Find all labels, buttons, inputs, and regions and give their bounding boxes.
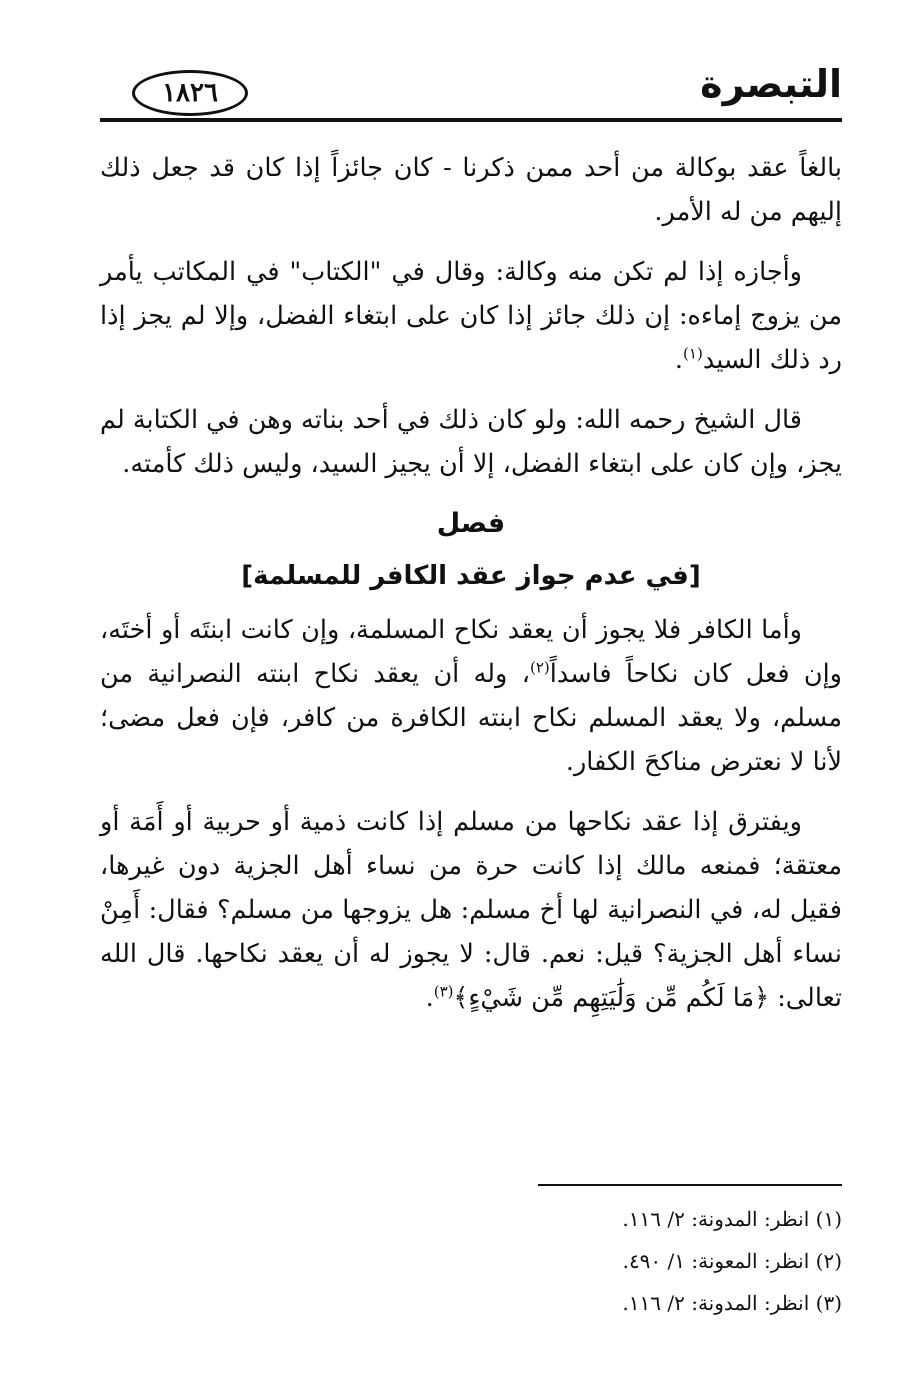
paragraph-4-text-a: وأما الكافر فلا يجوز أن يعقد نكاح المسلمة، وإن كانت ابنتَه أو أختَه، وإن فعل كان نكاحاً فاسداً [100, 615, 842, 689]
paragraph-1-text: بالغاً عقد بوكالة من أحد ممن ذكرنا - كان جائزاً إذا كان قد جعل ذلك إليهم من له الأمر. [100, 153, 842, 227]
footnotes [100, 1200, 842, 1326]
paragraph-5-text: ويفترق إذا عقد نكاحها من مسلم إذا كانت ذمية أو حربية أو أَمَة أو معتقة؛ فمنعه مالك إذا كانت حرة من نساء أهل الجزية دون غيرها، فقيل له، في النصرانية لها أخ مسلم: هل يزوجها من مسلم؟ فقال: أَمِنْ نساء أهل الجزية؟ قيل: نعم. قال: لا يجوز له أن يعقد نكاحها. قال الله تعالى: ﴿مَا لَكُم مِّن وَلَٰيَتِهِم مِّن شَيْءٍ﴾ [100, 807, 842, 1013]
main-text [100, 146, 842, 1036]
page-number: ١٨٢٦ [132, 70, 248, 116]
paragraph-4 [100, 608, 842, 784]
paragraph-2 [100, 250, 842, 382]
paragraph-1 [100, 146, 842, 234]
paragraph-5-end: . [425, 983, 434, 1013]
page-header [100, 52, 842, 120]
paragraph-4-text-b: ، وله أن يعقد نكاح ابنته النصرانية من مسلم، ولا يعقد المسلم نكاح ابنته الكافرة من كافر، فإن فعل مضى؛ لأنا لا نعترض مناكحَ الكفار. [100, 659, 842, 777]
header-divider [100, 118, 842, 122]
footnote-ref-1[interactable]: (١) [683, 344, 703, 363]
paragraph-3 [100, 398, 842, 486]
paragraph-2-text: وأجازه إذا لم تكن منه وكالة: وقال في "الكتاب" في المكاتب يأمر من يزوج إماءه: إن ذلك جائز إذا كان على ابتغاء الفضل، وإلا لم يجز إذا رد ذلك السيد [100, 257, 843, 375]
footnote-3: (٣) انظر: المدونة: ٢/ ١١٦. [622, 1291, 842, 1315]
section-subtitle: [في عدم جواز عقد الكافر للمسلمة] [241, 561, 701, 591]
paragraph-5 [100, 800, 842, 1020]
footnote-divider [538, 1184, 842, 1186]
footnote-ref-3[interactable]: (٣) [433, 982, 454, 1001]
footnote-1: (١) انظر: المدونة: ٢/ ١١٦. [622, 1207, 842, 1231]
section-title: فصل [436, 508, 506, 539]
paragraph-3-text: قال الشيخ رحمه الله: ولو كان ذلك في أحد بناته وهن في الكتابة لم يجز، وإن كان على ابتغاء الفضل، إلا أن يجيز السيد، وليس ذلك كأمته. [100, 405, 842, 479]
paragraph-2-end: . [674, 345, 684, 375]
footnote-2: (٢) انظر: المعونة: ١/ ٤٩٠. [622, 1249, 842, 1273]
book-title: التبصرة [700, 62, 842, 106]
footnote-ref-2[interactable]: (٢) [529, 658, 550, 677]
